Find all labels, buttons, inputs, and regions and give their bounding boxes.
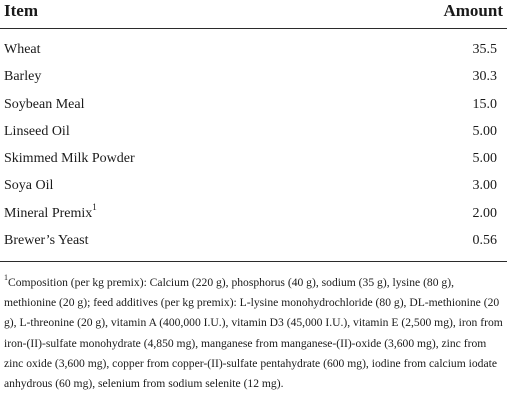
row-item: Brewer’s Yeast <box>4 233 89 249</box>
table-row <box>0 173 507 200</box>
table-footnote <box>4 273 504 394</box>
header-item: Item <box>4 1 38 20</box>
row-amount: 5.00 <box>472 151 497 167</box>
row-amount: 0.56 <box>472 233 497 249</box>
footnote-marker: 1 <box>4 273 8 283</box>
row-item: Linseed Oil <box>4 123 70 139</box>
row-amount: 35.5 <box>472 42 497 57</box>
table-row <box>0 64 507 91</box>
row-amount: 30.3 <box>472 69 497 85</box>
row-item: Soybean Meal <box>4 96 85 112</box>
row-amount: 15.0 <box>472 96 497 112</box>
header-amount: Amount <box>443 1 503 20</box>
row-item: Barley <box>4 69 42 85</box>
row-amount: 5.00 <box>472 123 497 139</box>
table-row <box>0 119 507 146</box>
table-bottom-rule <box>0 261 507 262</box>
row-amount: 2.00 <box>472 205 497 221</box>
row-item: Wheat <box>4 42 41 57</box>
table-header <box>0 0 507 29</box>
row-amount: 3.00 <box>472 178 497 194</box>
row-item: Soya Oil <box>4 178 54 194</box>
footnote-text: Composition (per kg premix): Calcium (220 g), phosphorus (40 g), sodium (35 g), lysine (80 g), methionine (20 g); feed additives (per kg premix): L-lysine monohydrochloride (80 g), DL-methionine (20 g), L-threonine (20 g), vitamin A (400,000 I.U.), vitamin D3 (45,000 I.U.), vitamin E (2,500 mg), iron from iron-(II)-sulfate monohydrate (4,850 mg), manganese from manganese-(II)-oxide (3,600 mg), zinc from zinc oxide (3,600 mg), copper from copper-(II)-sulfate pentahydrate (600 mg), iodine from calcium iodate anhydrous (60 mg), selenium from sodium selenite (12 mg). <box>4 276 503 391</box>
table-row <box>0 201 507 228</box>
row-item: Mineral Premix$^1$ <box>4 202 97 221</box>
table-row <box>0 146 507 173</box>
footnote-marker: 1 <box>92 202 97 213</box>
table-row <box>0 37 507 64</box>
table-body <box>0 37 507 255</box>
table-row <box>0 228 507 255</box>
row-item: Skimmed Milk Powder <box>4 151 135 167</box>
table-row <box>0 92 507 119</box>
